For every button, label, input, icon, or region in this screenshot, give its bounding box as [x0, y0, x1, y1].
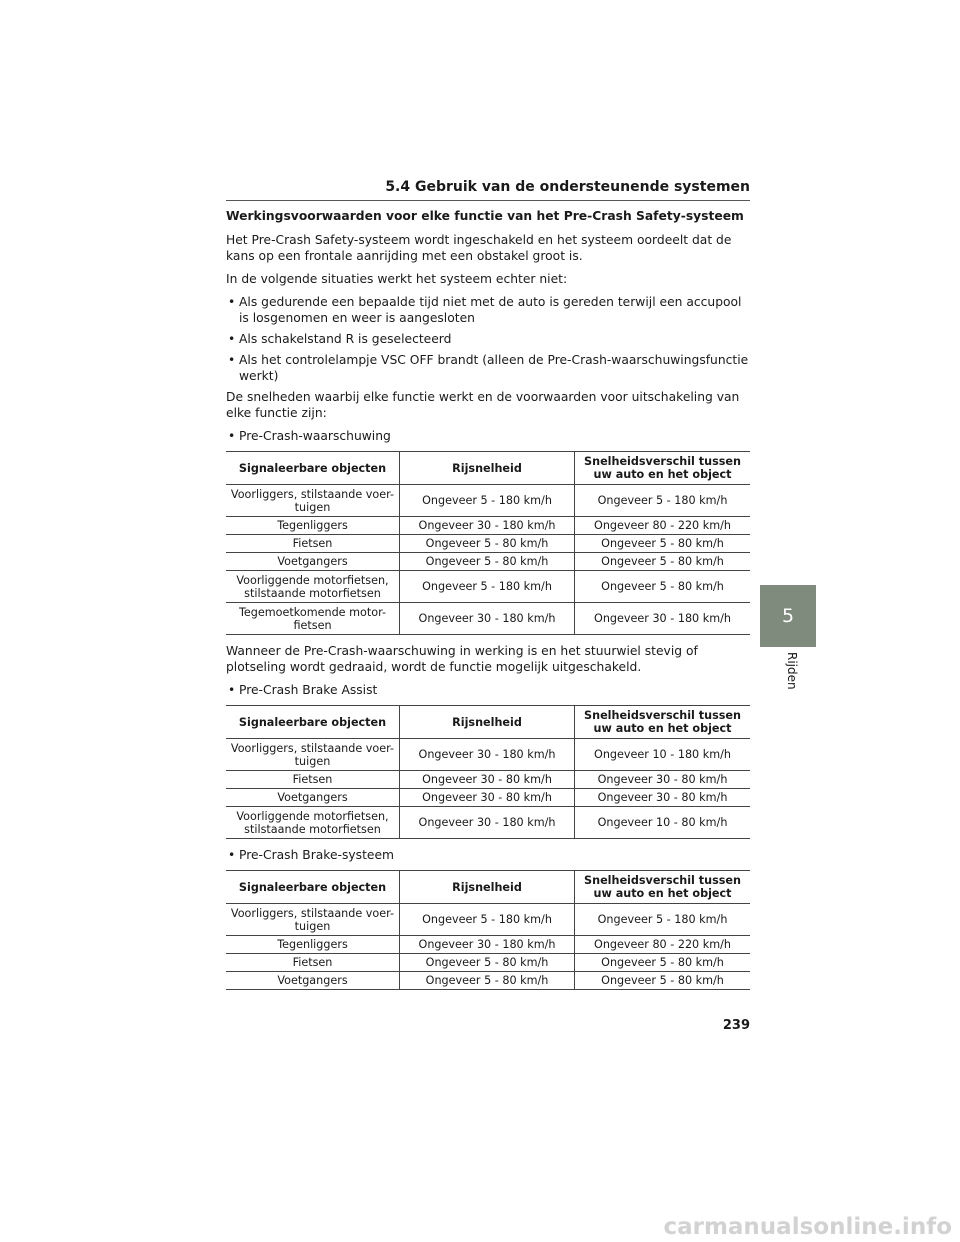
table-row — [226, 972, 750, 990]
difference-cell: Ongeveer 5 - 180 km/h — [575, 904, 751, 936]
object-cell: Tegemoetkomende motor-fietsen — [226, 603, 400, 635]
difference-cell: Ongeveer 80 - 220 km/h — [575, 936, 751, 954]
column-header-speed: Rijsnelheid — [400, 871, 575, 904]
speeds-intro: De snelheden waarbij elke functie werkt en de voorwaarden voor uitschakeling van elke functie zijn: — [226, 390, 740, 420]
speed-cell: Ongeveer 5 - 180 km/h — [400, 485, 575, 517]
table-row — [226, 807, 750, 839]
table-brake-assist — [226, 705, 750, 839]
steering-note: Wanneer de Pre-Crash-waarschuwing in werking is en het stuurwiel stevig of plotseling wordt gedraaid, wordt de functie mogelijk uitgeschakeld. — [226, 644, 698, 674]
column-header-speed-difference: Snelheidsverschil tussen uw auto en het object — [575, 452, 751, 485]
table-row — [226, 603, 750, 635]
object-cell: Voorliggende motorfietsen, stilstaande motorfietsen — [226, 571, 400, 603]
function-title-brake-assist: • Pre-Crash Brake Assist — [226, 682, 750, 698]
table-row — [226, 954, 750, 972]
speed-cell: Ongeveer 5 - 180 km/h — [400, 571, 575, 603]
difference-cell: Ongeveer 10 - 80 km/h — [575, 807, 751, 839]
difference-cell: Ongeveer 5 - 180 km/h — [575, 485, 751, 517]
object-cell: Fietsen — [226, 954, 400, 972]
object-cell: Tegenliggers — [226, 517, 400, 535]
table-row — [226, 535, 750, 553]
object-cell: Fietsen — [226, 771, 400, 789]
table-row — [226, 936, 750, 954]
speed-cell: Ongeveer 30 - 180 km/h — [400, 517, 575, 535]
difference-cell: Ongeveer 5 - 80 km/h — [575, 972, 751, 990]
function-title-warning: • Pre-Crash-waarschuwing — [226, 428, 750, 444]
chapter-label: Rijden — [785, 652, 799, 690]
chapter-number: 5 — [781, 605, 795, 627]
column-header-speed: Rijsnelheid — [400, 706, 575, 739]
object-cell: Voorliggers, stilstaande voer-tuigen — [226, 485, 400, 517]
speed-cell: Ongeveer 30 - 180 km/h — [400, 739, 575, 771]
table-row — [226, 517, 750, 535]
speed-cell: Ongeveer 5 - 80 km/h — [400, 535, 575, 553]
difference-cell: Ongeveer 30 - 80 km/h — [575, 789, 751, 807]
difference-cell: Ongeveer 5 - 80 km/h — [575, 571, 751, 603]
speed-cell: Ongeveer 30 - 180 km/h — [400, 603, 575, 635]
chapter-tab[interactable] — [760, 585, 816, 647]
object-cell: Voetgangers — [226, 789, 400, 807]
object-cell: Voorliggers, stilstaande voer-tuigen — [226, 739, 400, 771]
difference-cell: Ongeveer 30 - 80 km/h — [575, 771, 751, 789]
column-header-speed-difference: Snelheidsverschil tussen uw auto en het object — [575, 706, 751, 739]
page-number: 239 — [722, 1018, 750, 1033]
column-header-objects: Signaleerbare objecten — [226, 452, 400, 485]
table-row — [226, 485, 750, 517]
difference-cell: Ongeveer 5 - 80 km/h — [575, 553, 751, 571]
speed-cell: Ongeveer 30 - 180 km/h — [400, 936, 575, 954]
object-cell: Fietsen — [226, 535, 400, 553]
difference-cell: Ongeveer 10 - 180 km/h — [575, 739, 751, 771]
table-brake-system — [226, 870, 750, 990]
table-row — [226, 771, 750, 789]
table-row — [226, 789, 750, 807]
intro-paragraph: Het Pre-Crash Safety-systeem wordt ingeschakeld en het systeem oordeelt dat de kans op een frontale aanrijding met een obstakel groot is. — [226, 233, 732, 263]
condition-item: • Als schakelstand R is geselecteerd — [226, 331, 750, 347]
function-title-brake-system: • Pre-Crash Brake-systeem — [226, 847, 750, 863]
column-header-objects: Signaleerbare objecten — [226, 871, 400, 904]
difference-cell: Ongeveer 5 - 80 km/h — [575, 954, 751, 972]
object-cell: Voetgangers — [226, 553, 400, 571]
column-header-speed: Rijsnelheid — [400, 452, 575, 485]
object-cell: Tegenliggers — [226, 936, 400, 954]
speed-cell: Ongeveer 30 - 180 km/h — [400, 807, 575, 839]
section-heading: Werkingsvoorwaarden voor elke functie van het Pre-Crash Safety-systeem — [226, 209, 744, 223]
speed-cell: Ongeveer 5 - 80 km/h — [400, 553, 575, 571]
difference-cell: Ongeveer 80 - 220 km/h — [575, 517, 751, 535]
table-row — [226, 904, 750, 936]
speed-cell: Ongeveer 5 - 80 km/h — [400, 954, 575, 972]
speed-cell: Ongeveer 5 - 180 km/h — [400, 904, 575, 936]
section-header: 5.4 Gebruik van de ondersteunende systemen — [226, 178, 750, 201]
speed-cell: Ongeveer 30 - 80 km/h — [400, 789, 575, 807]
difference-cell: Ongeveer 30 - 180 km/h — [575, 603, 751, 635]
object-cell: Voetgangers — [226, 972, 400, 990]
table-pre-crash-warning — [226, 451, 750, 635]
object-cell: Voorliggers, stilstaande voer-tuigen — [226, 904, 400, 936]
column-header-objects: Signaleerbare objecten — [226, 706, 400, 739]
column-header-speed-difference: Snelheidsverschil tussen uw auto en het object — [575, 871, 751, 904]
table-row — [226, 739, 750, 771]
table-row — [226, 553, 750, 571]
speed-cell: Ongeveer 30 - 80 km/h — [400, 771, 575, 789]
page-content — [226, 208, 750, 998]
condition-item: • Als het controlelampje VSC OFF brandt (alleen de Pre-Crash-waarschuwingsfunctie werkt) — [226, 352, 750, 384]
watermark: carmanualsonline.info — [663, 1214, 952, 1240]
condition-item: • Als gedurende een bepaalde tijd niet met de auto is gereden terwijl een accupool is losgenomen en weer is aangesloten — [226, 294, 750, 326]
difference-cell: Ongeveer 5 - 80 km/h — [575, 535, 751, 553]
speed-cell: Ongeveer 5 - 80 km/h — [400, 972, 575, 990]
not-working-intro: In de volgende situaties werkt het systeem echter niet: — [226, 272, 568, 286]
table-row — [226, 571, 750, 603]
object-cell: Voorliggende motorfietsen, stilstaande motorfietsen — [226, 807, 400, 839]
